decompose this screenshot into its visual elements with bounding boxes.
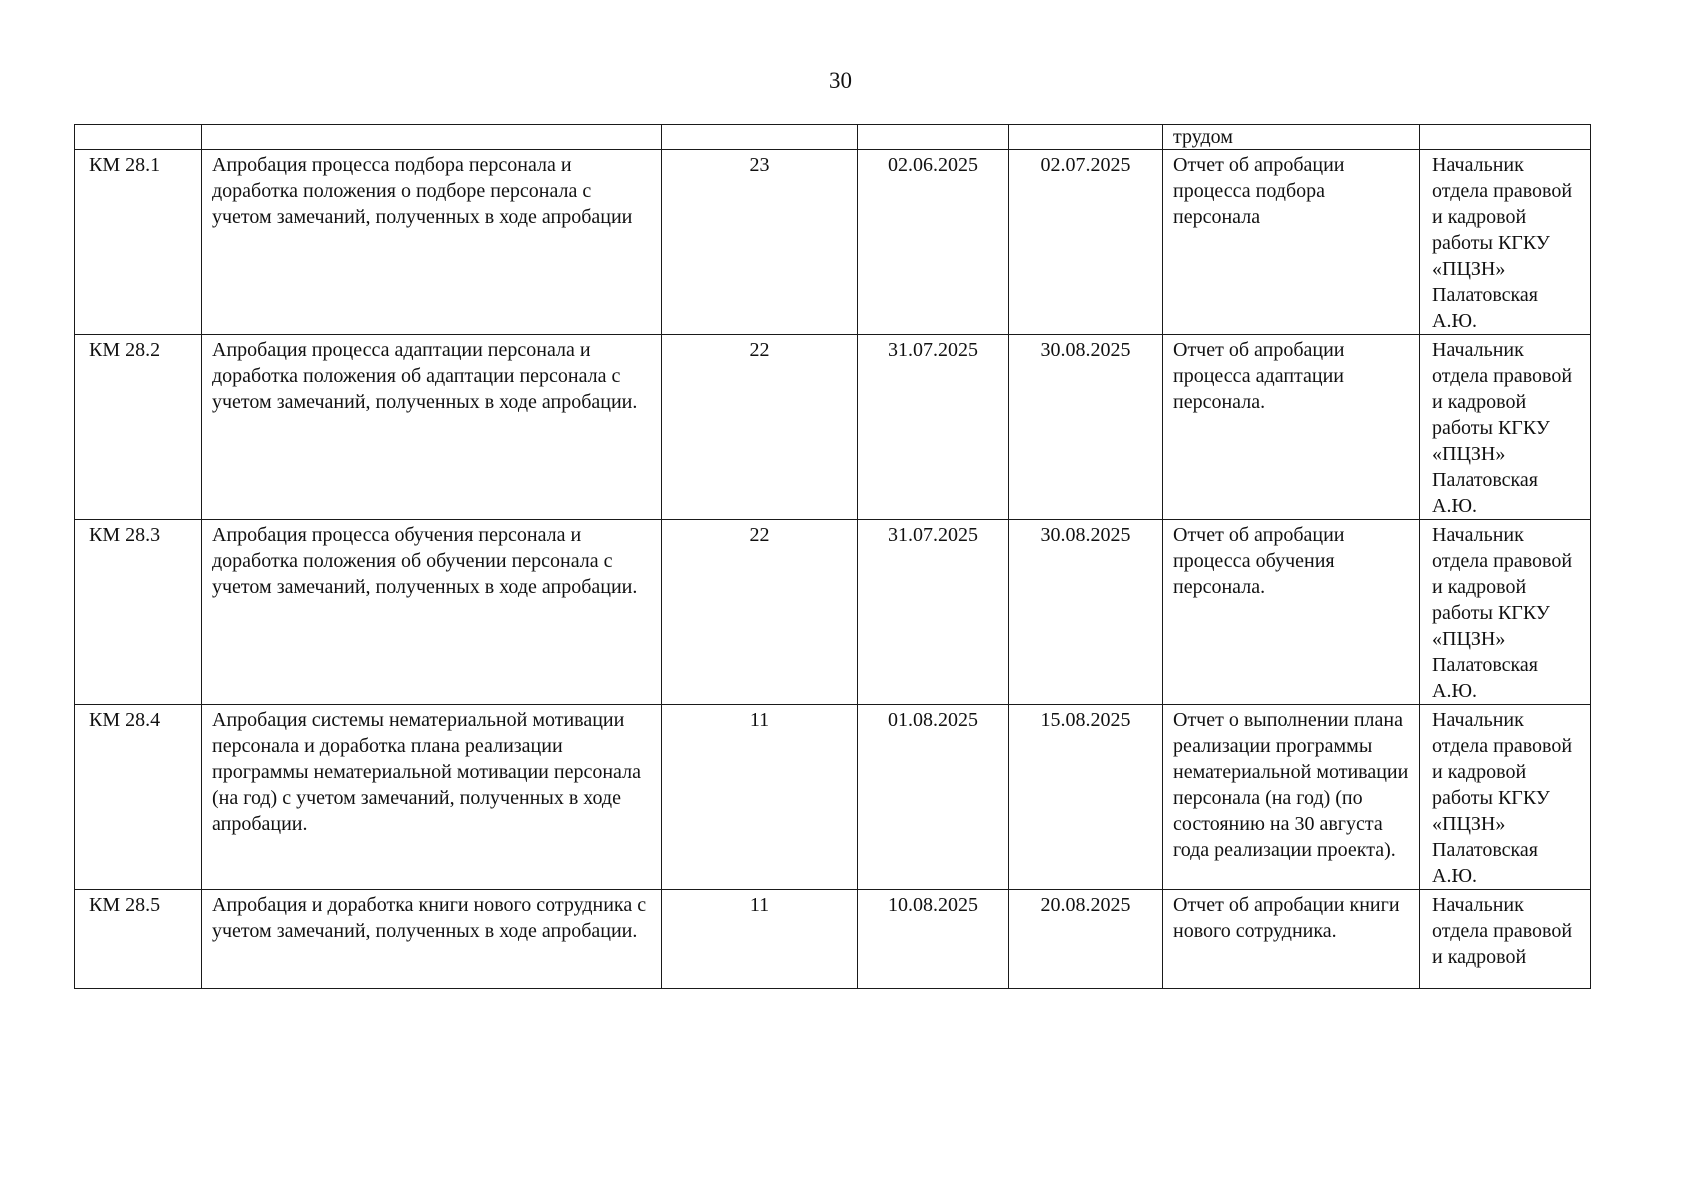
cell-description: Апробация процесса обучения персонала и доработка положения об обучении персонала с учетом замечаний, полученных в ходе апробации. — [202, 520, 662, 705]
cell-responsible: Начальник отдела правовой и кадровой работы КГКУ «ПЦЗН» Палатовская А.Ю. — [1420, 150, 1591, 335]
cell-result: Отчет о выполнении плана реализации программы нематериальной мотивации персонала (на год) (по состоянию на 30 августа года реализации проекта). — [1163, 705, 1420, 890]
cell-start-date: 31.07.2025 — [858, 335, 1009, 520]
table-row — [75, 890, 1591, 989]
cell-start-date: 02.06.2025 — [858, 150, 1009, 335]
control-points-table — [74, 124, 1591, 989]
cell-result: Отчет об апробации процесса обучения персонала. — [1163, 520, 1420, 705]
cell-start-date — [858, 125, 1009, 150]
cell-id — [75, 125, 202, 150]
table-row — [75, 705, 1591, 890]
cell-id: КМ 28.5 — [75, 890, 202, 989]
table-row — [75, 150, 1591, 335]
cell-duration: 11 — [662, 890, 858, 989]
cell-end-date: 30.08.2025 — [1009, 520, 1163, 705]
cell-description: Апробация процесса адаптации персонала и доработка положения об адаптации персонала с учетом замечаний, полученных в ходе апробации. — [202, 335, 662, 520]
cell-end-date — [1009, 125, 1163, 150]
cell-responsible: Начальник отдела правовой и кадровой работы КГКУ «ПЦЗН» Палатовская А.Ю. — [1420, 705, 1591, 890]
cell-description — [202, 125, 662, 150]
cell-id: КМ 28.4 — [75, 705, 202, 890]
cell-description: Апробация процесса подбора персонала и доработка положения о подборе персонала с учетом замечаний, полученных в ходе апробации — [202, 150, 662, 335]
cell-description: Апробация системы нематериальной мотивации персонала и доработка плана реализации программы нематериальной мотивации персонала (на год) с учетом замечаний, полученных в ходе апробации. — [202, 705, 662, 890]
cell-result: Отчет об апробации книги нового сотрудника. — [1163, 890, 1420, 989]
cell-result: Отчет об апробации процесса адаптации персонала. — [1163, 335, 1420, 520]
cell-end-date: 02.07.2025 — [1009, 150, 1163, 335]
cell-duration — [662, 125, 858, 150]
cell-duration: 22 — [662, 520, 858, 705]
cell-responsible — [1420, 125, 1591, 150]
page-number: 30 — [829, 68, 852, 93]
cell-start-date: 10.08.2025 — [858, 890, 1009, 989]
table-row-continuation — [75, 125, 1591, 150]
cell-start-date: 01.08.2025 — [858, 705, 1009, 890]
cell-start-date: 31.07.2025 — [858, 520, 1009, 705]
cell-responsible: Начальник отдела правовой и кадровой работы КГКУ «ПЦЗН» Палатовская А.Ю. — [1420, 335, 1591, 520]
cell-id: КМ 28.1 — [75, 150, 202, 335]
cell-duration: 22 — [662, 335, 858, 520]
cell-end-date: 30.08.2025 — [1009, 335, 1163, 520]
cell-end-date: 20.08.2025 — [1009, 890, 1163, 989]
cell-responsible: Начальник отдела правовой и кадровой работы КГКУ «ПЦЗН» Палатовская А.Ю. — [1420, 520, 1591, 705]
table-row — [75, 335, 1591, 520]
cell-result: Отчет об апробации процесса подбора персонала — [1163, 150, 1420, 335]
cell-duration: 23 — [662, 150, 858, 335]
cell-id: КМ 28.3 — [75, 520, 202, 705]
cell-description: Апробация и доработка книги нового сотрудника с учетом замечаний, полученных в ходе апробации. — [202, 890, 662, 989]
cell-result: трудом — [1163, 125, 1420, 150]
table-row — [75, 520, 1591, 705]
cell-end-date: 15.08.2025 — [1009, 705, 1163, 890]
cell-responsible: Начальник отдела правовой и кадровой — [1420, 890, 1591, 989]
cell-duration: 11 — [662, 705, 858, 890]
cell-id: КМ 28.2 — [75, 335, 202, 520]
